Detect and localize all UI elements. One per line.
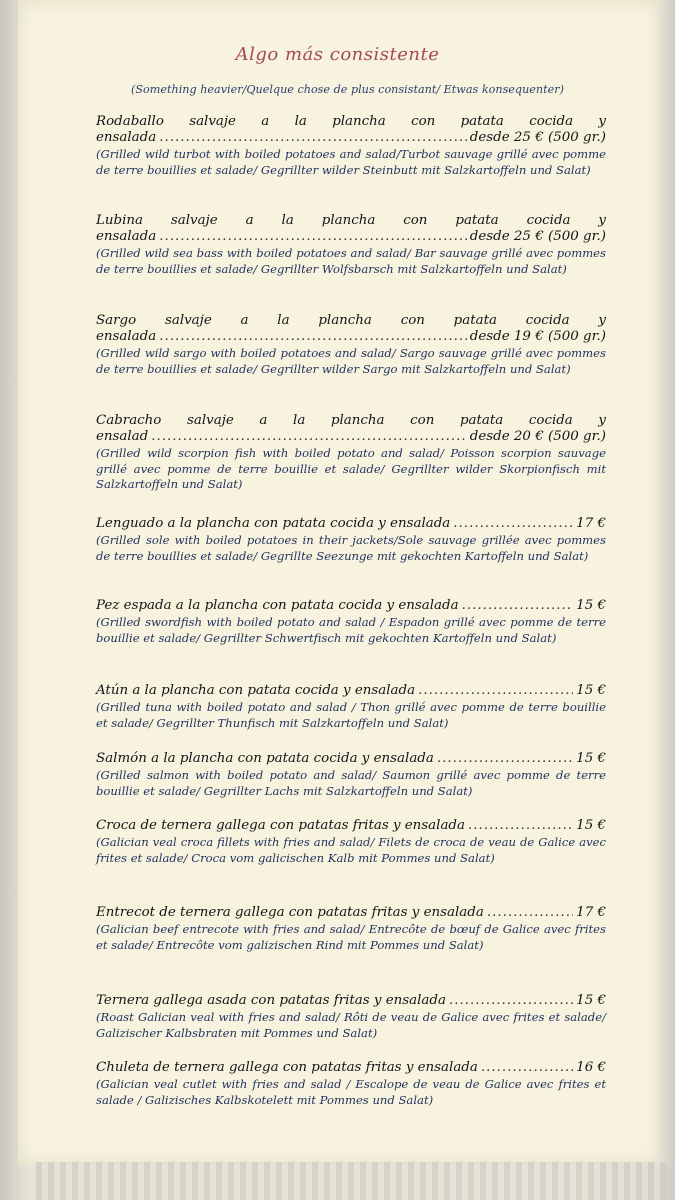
menu-item-rodaballo	[96, 114, 606, 178]
menu-item-ternera-asada	[96, 993, 606, 1041]
menu-item-salmon	[96, 751, 606, 799]
dish-price-row	[96, 130, 606, 146]
dish-translation: (Grilled salmon with boiled potato and salad/ Saumon grillé avec pomme de terre bouillie et salade/ Gegrillter Lachs mit Salzkartoffeln und Salat)	[96, 768, 606, 798]
dish-price: desde 19 € (500 gr.)	[469, 329, 606, 344]
dish-name: Chuleta de ternera gallega con patatas fritas y ensalada	[96, 1060, 478, 1075]
dish-price: 15 €	[576, 683, 606, 698]
dish-price: desde 25 € (500 gr.)	[469, 130, 606, 145]
menu-item-atun	[96, 683, 606, 731]
dish-name: ensalada	[96, 130, 157, 145]
dish-translation: (Galician beef entrecote with fries and salad/ Entrecôte de bœuf de Galice avec frites et salade/ Entrecôte vom galizischen Rind mit Pommes und Salat)	[96, 922, 606, 952]
menu-item-sargo	[96, 313, 606, 377]
menu-item-chuleta	[96, 1060, 606, 1108]
dish-name: Croca de ternera gallega con patatas fritas y ensalada	[96, 818, 465, 833]
menu-item-pez-espada	[96, 598, 606, 646]
dish-translation: (Galician veal cutlet with fries and salad / Escalope de veau de Galice avec frites et salade / Galizisches Kalbskotelett mit Pommes und Salat)	[96, 1077, 606, 1107]
dish-name-line: Cabracho salvaje a la plancha con patata cocida y	[96, 413, 606, 428]
dish-translation: (Grilled wild scorpion fish with boiled potato and salad/ Poisson scorpion sauvage grillé avec pomme de terre bouillie et salade/ Gegrillter wilder Skorpionfisch mit Salzkartoffeln und Salat)	[96, 446, 606, 492]
sleeve-bottom-edge	[36, 1162, 666, 1200]
sleeve-edge	[658, 0, 675, 1165]
dish-translation: (Grilled sole with boiled potatoes in their jackets/Sole sauvage grillée avec pommes de terre bouillies et salade/ Gegrillte Seezunge mit gekochten Kartoffeln und Salat)	[96, 533, 606, 563]
dish-price-row	[96, 329, 606, 345]
dish-price-row	[96, 905, 606, 921]
dish-translation: (Grilled wild sargo with boiled potatoes and salad/ Sargo sauvage grillé avec pommes de terre bouillies et salade/ Gegrillter wilder Sargo mit Salzkartoffeln und Salat)	[96, 346, 606, 376]
dot-leader	[449, 993, 573, 1009]
dish-price: 15 €	[576, 598, 606, 613]
dot-leader	[453, 516, 573, 532]
dish-price: 15 €	[576, 818, 606, 833]
dish-price: 17 €	[576, 905, 606, 920]
dish-translation: (Grilled wild turbot with boiled potatoes and salad/Turbot sauvage grillé avec pomme de terre bouillies et salade/ Gegrillter wilder Steinbutt mit Salzkartoffeln und Salat)	[96, 147, 606, 177]
dish-translation: (Roast Galician veal with fries and salad/ Rôti de veau de Galice avec frites et salade/ Galizischer Kalbsbraten mit Pommes und Salat)	[96, 1010, 606, 1040]
dish-translation: (Grilled tuna with boiled potato and salad / Thon grillé avec pomme de terre bouillie et salade/ Gegrillter Thunfisch mit Salzkartoffeln und Salat)	[96, 700, 606, 730]
dot-leader	[159, 130, 467, 146]
dot-leader	[151, 429, 467, 445]
dot-leader	[487, 905, 573, 921]
dish-translation: (Grilled swordfish with boiled potato and salad / Espadon grillé avec pomme de terre bouillie et salade/ Gegrillter Schwertfisch mit gekochten Kartoffeln und Salat)	[96, 615, 606, 645]
dish-price-row	[96, 516, 606, 532]
dish-translation: (Grilled wild sea bass with boiled potatoes and salad/ Bar sauvage grillé avec pommes de terre bouillies et salade/ Gegrillter Wolfsbarsch mit Salzkartoffeln und Salat)	[96, 246, 606, 276]
dish-price-row	[96, 683, 606, 699]
menu-item-lenguado	[96, 516, 606, 564]
dish-price: desde 20 € (500 gr.)	[469, 429, 606, 444]
dish-name: Pez espada a la plancha con patata cocida y ensalada	[96, 598, 459, 613]
dish-name-line: Sargo salvaje a la plancha con patata cocida y	[96, 313, 606, 328]
dot-leader	[481, 1060, 573, 1076]
dot-leader	[468, 818, 573, 834]
dish-price: 15 €	[576, 993, 606, 1008]
menu-item-entrecot	[96, 905, 606, 953]
dish-price: 16 €	[576, 1060, 606, 1075]
dish-price-row	[96, 598, 606, 614]
menu-item-croca	[96, 818, 606, 866]
dot-leader	[437, 751, 573, 767]
dish-translation: (Galician veal croca fillets with fries and salad/ Filets de croca de veau de Galice avec frites et salade/ Croca vom galicischen Kalb mit Pommes und Salat)	[96, 835, 606, 865]
dish-price-row	[96, 429, 606, 445]
dish-name-line: Rodaballo salvaje a la plancha con patata cocida y	[96, 114, 606, 129]
dot-leader	[159, 329, 467, 345]
dish-price-row	[96, 993, 606, 1009]
dish-name: ensalada	[96, 229, 157, 244]
dish-name: Ternera gallega asada con patatas fritas y ensalada	[96, 993, 446, 1008]
dish-price-row	[96, 1060, 606, 1076]
dish-name: Lenguado a la plancha con patata cocida y ensalada	[96, 516, 451, 531]
dot-leader	[418, 683, 573, 699]
dish-price: 17 €	[576, 516, 606, 531]
section-subtitle: (Something heavier/Quelque chose de plus consistant/ Etwas konsequenter)	[131, 83, 564, 96]
dish-price: desde 25 € (500 gr.)	[469, 229, 606, 244]
dot-leader	[462, 598, 574, 614]
dish-price-row	[96, 751, 606, 767]
dish-price: 15 €	[576, 751, 606, 766]
dish-name: ensalad	[96, 429, 149, 444]
dish-name: Salmón a la plancha con patata cocida y ensalada	[96, 751, 434, 766]
dish-price-row	[96, 229, 606, 245]
dish-name: Atún a la plancha con patata cocida y ensalada	[96, 683, 416, 698]
menu-item-lubina	[96, 213, 606, 277]
section-title: Algo más consistente	[235, 44, 440, 65]
menu-item-cabracho	[96, 413, 606, 493]
dish-name: Entrecot de ternera gallega con patatas fritas y ensalada	[96, 905, 484, 920]
dish-price-row	[96, 818, 606, 834]
dish-name-line: Lubina salvaje a la plancha con patata cocida y	[96, 213, 606, 228]
dish-name: ensalada	[96, 329, 157, 344]
dot-leader	[159, 229, 467, 245]
